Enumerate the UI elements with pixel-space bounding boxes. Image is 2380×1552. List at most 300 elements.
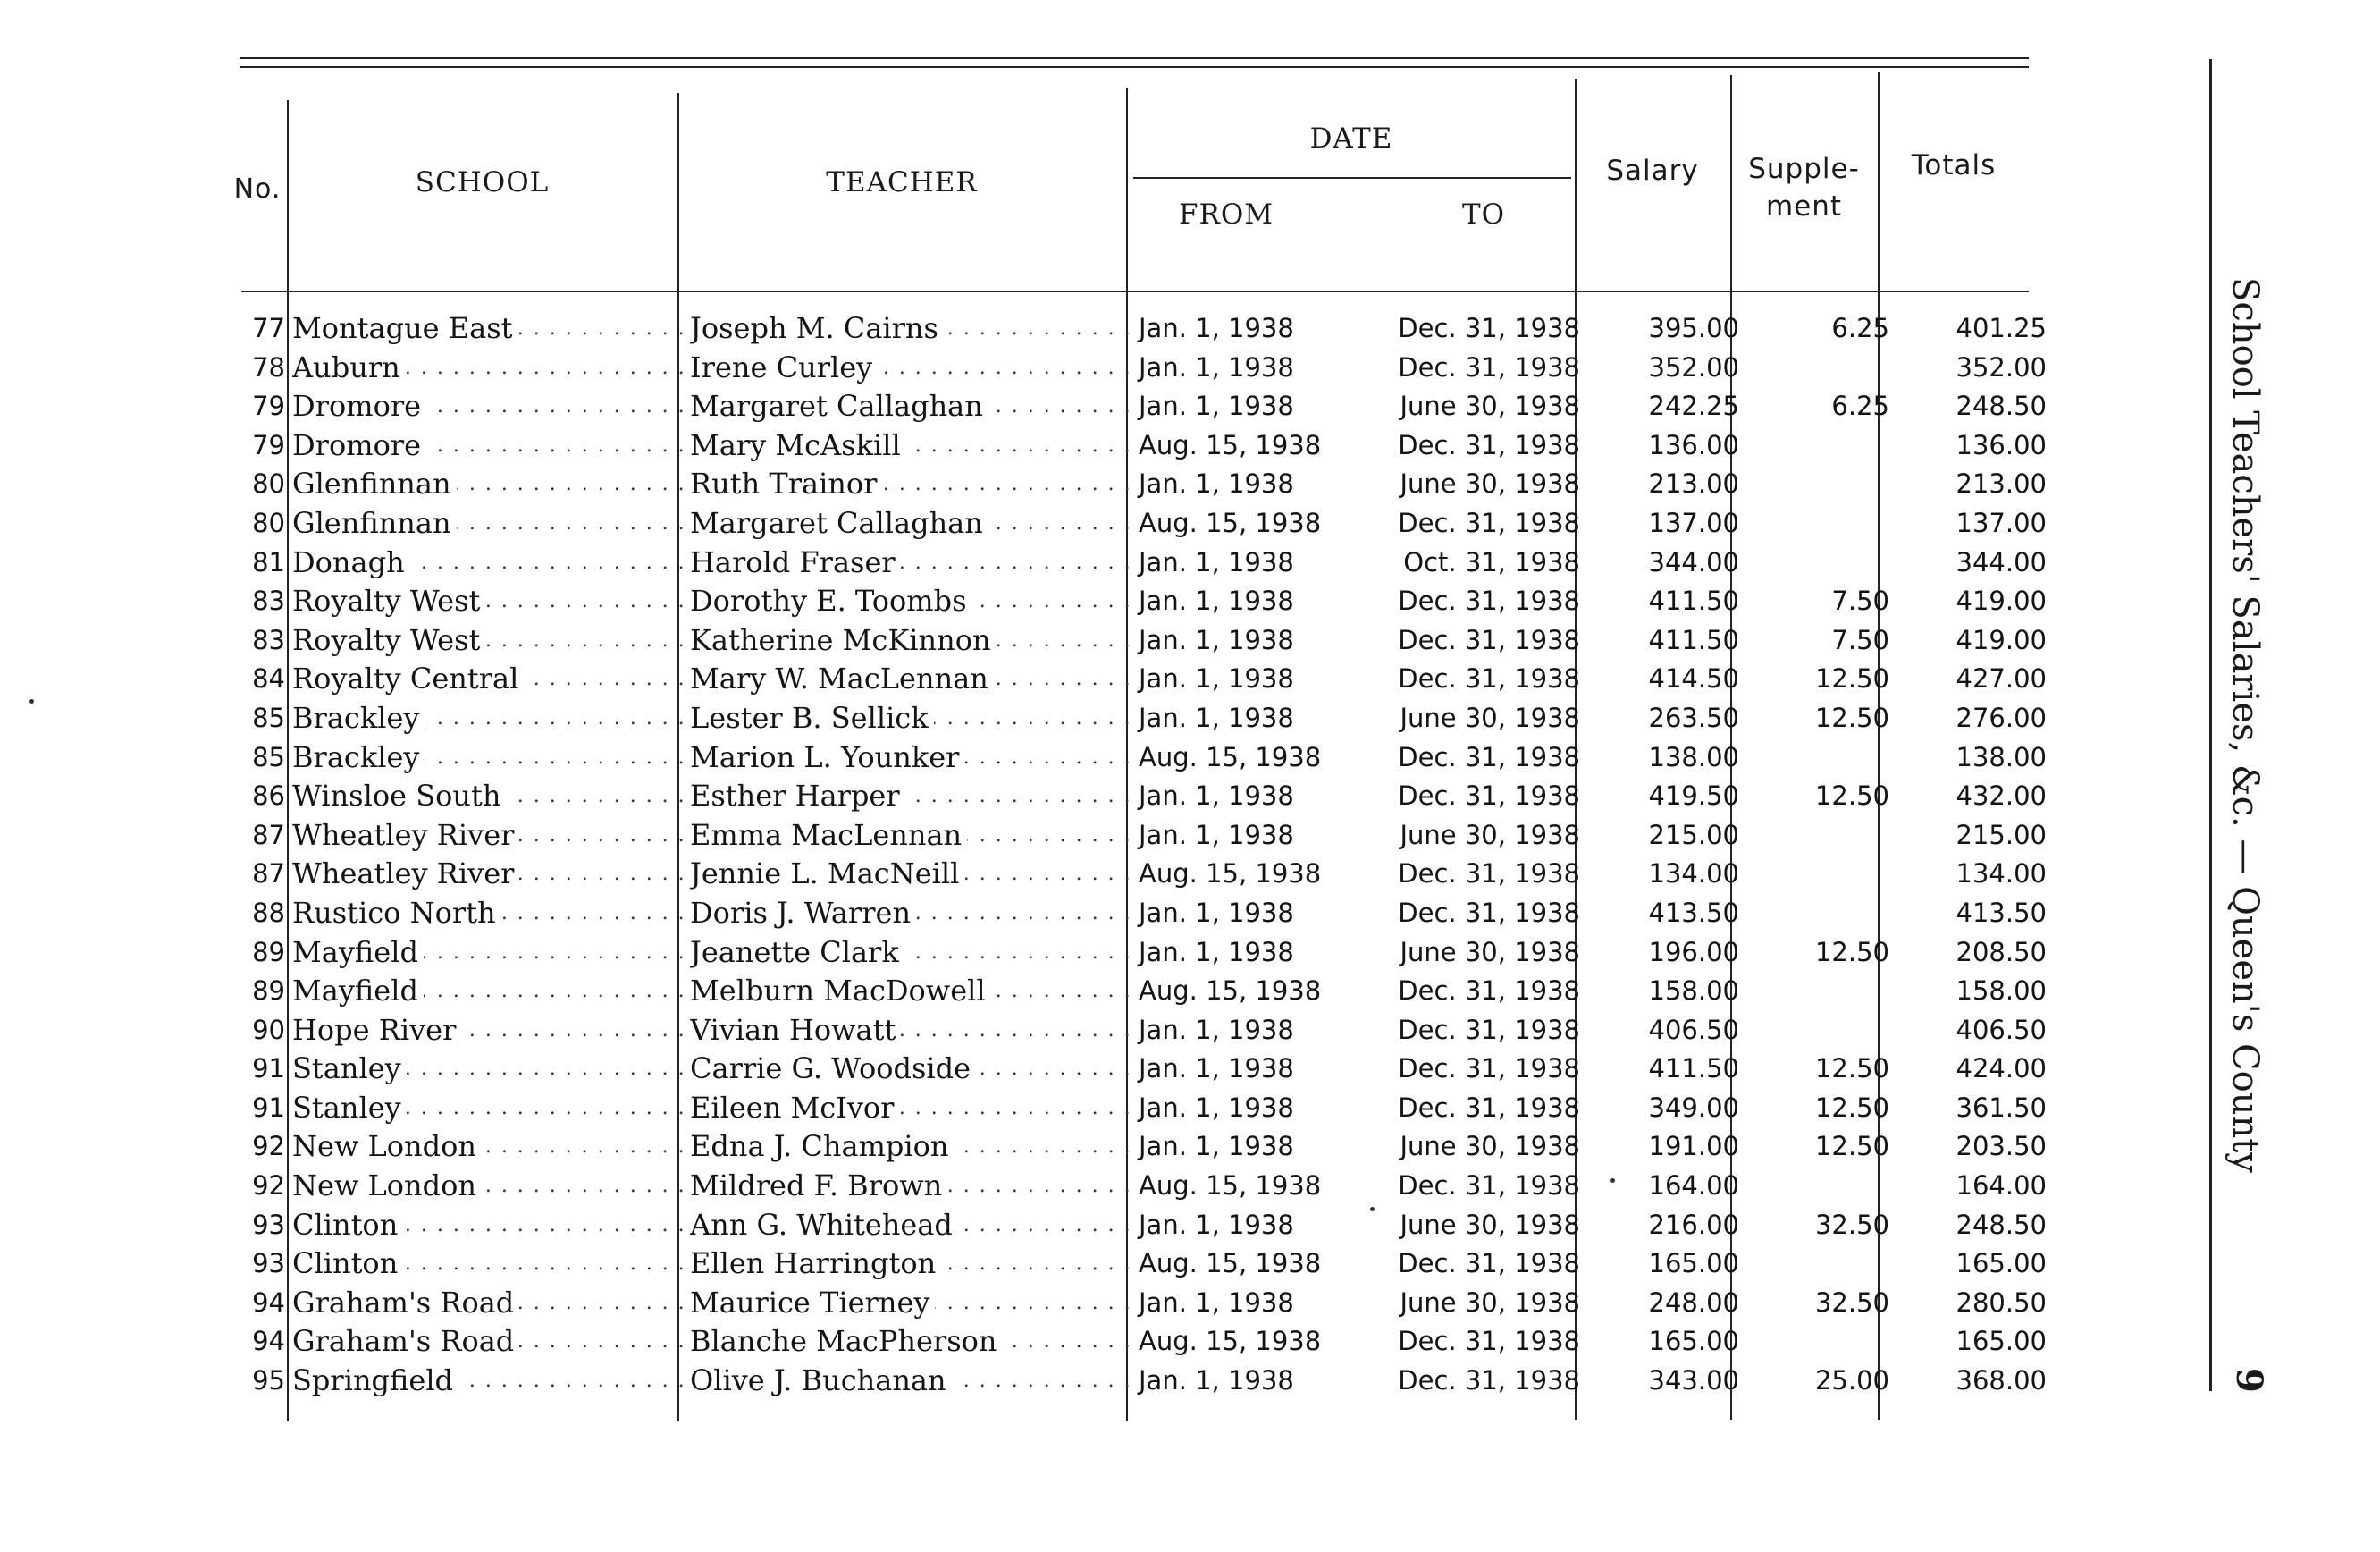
row-teacher-leader bbox=[690, 387, 1131, 426]
row-school bbox=[287, 309, 683, 349]
row-school-leader bbox=[292, 738, 683, 778]
row-school-text: Mayfield bbox=[292, 974, 424, 1008]
row-supplement: 7.50 bbox=[1831, 586, 1889, 617]
row-school bbox=[287, 504, 683, 544]
row-total: 352.00 bbox=[1955, 351, 2047, 383]
row-supplement bbox=[1745, 972, 1895, 1011]
row-date-from: Jan. 1, 1938 bbox=[1139, 702, 1294, 733]
row-supplement: 32.50 bbox=[1814, 1209, 1889, 1240]
row-supplement: 6.25 bbox=[1831, 391, 1889, 422]
row-total: 134.00 bbox=[1955, 858, 2047, 890]
row-teacher-text: Maurice Tierney bbox=[690, 1286, 935, 1320]
table-row bbox=[228, 816, 2052, 856]
row-teacher bbox=[683, 894, 1131, 933]
row-teacher-text: Mary W. MacLennan bbox=[690, 662, 994, 696]
row-date-from: Aug. 15, 1938 bbox=[1139, 1170, 1322, 1202]
row-no: 77 bbox=[252, 313, 285, 343]
row-total: 427.00 bbox=[1955, 663, 2047, 695]
table-row bbox=[228, 349, 2052, 388]
row-salary: 413.50 bbox=[1648, 897, 1739, 928]
row-school-leader bbox=[292, 465, 683, 504]
row-teacher-leader bbox=[690, 309, 1131, 349]
row-school-text: New London bbox=[292, 1168, 482, 1202]
row-total: 419.00 bbox=[1955, 586, 2047, 617]
row-school-leader bbox=[292, 1206, 683, 1245]
row-no: 90 bbox=[252, 1014, 285, 1045]
row-no: 85 bbox=[252, 741, 285, 772]
row-school bbox=[287, 426, 683, 466]
row-school bbox=[287, 582, 683, 621]
row-teacher bbox=[683, 309, 1131, 349]
row-total: 213.00 bbox=[1955, 468, 2047, 500]
row-teacher-text: Carrie G. Woodside bbox=[690, 1051, 976, 1085]
table-row bbox=[228, 660, 2052, 699]
row-date-to: June 30, 1938 bbox=[1400, 702, 1580, 733]
row-school bbox=[287, 621, 683, 661]
row-teacher-text: Margaret Callaghan bbox=[690, 389, 988, 423]
row-date-from: Jan. 1, 1938 bbox=[1139, 1092, 1294, 1123]
row-school-leader bbox=[292, 972, 683, 1011]
header-bottom-rule bbox=[241, 291, 2029, 292]
header-salary: Salary bbox=[1606, 155, 1699, 187]
row-supplement bbox=[1745, 349, 1895, 388]
header-from: FROM bbox=[1178, 198, 1274, 231]
row-no: 80 bbox=[252, 468, 285, 500]
table-row bbox=[228, 738, 2052, 778]
row-teacher-leader bbox=[690, 1050, 1131, 1089]
row-supplement bbox=[1745, 1011, 1895, 1050]
row-total: 406.50 bbox=[1955, 1014, 2047, 1045]
table-row bbox=[228, 972, 2052, 1011]
row-school-text: Hope River bbox=[292, 1013, 461, 1047]
row-date-from: Jan. 1, 1938 bbox=[1139, 663, 1294, 695]
row-no: 85 bbox=[252, 702, 285, 733]
row-date-from: Aug. 15, 1938 bbox=[1139, 975, 1322, 1007]
row-date-from: Aug. 15, 1938 bbox=[1139, 741, 1322, 772]
row-teacher bbox=[683, 582, 1131, 621]
row-teacher bbox=[683, 1011, 1131, 1050]
row-date-to: June 30, 1938 bbox=[1400, 819, 1580, 850]
row-teacher bbox=[683, 972, 1131, 1011]
row-teacher-text: Katherine McKinnon bbox=[690, 623, 997, 657]
row-teacher-text: Marion L. Younker bbox=[690, 740, 964, 774]
row-date-to: Dec. 31, 1938 bbox=[1398, 507, 1580, 538]
row-total: 248.50 bbox=[1955, 391, 2047, 422]
row-salary: 414.50 bbox=[1648, 663, 1739, 695]
table-row bbox=[228, 1089, 2052, 1128]
row-school-leader bbox=[292, 1011, 683, 1050]
row-teacher-text: Harold Fraser bbox=[690, 545, 901, 579]
row-school-text: Graham's Road bbox=[292, 1324, 519, 1358]
row-school-text: Dromore bbox=[292, 389, 426, 423]
row-salary: 158.00 bbox=[1648, 975, 1739, 1007]
row-salary: 138.00 bbox=[1648, 741, 1739, 772]
row-school-text: Donagh bbox=[292, 545, 410, 579]
row-school bbox=[287, 387, 683, 426]
row-date-to: June 30, 1938 bbox=[1400, 391, 1580, 422]
row-school bbox=[287, 1011, 683, 1050]
row-teacher-text: Mary McAskill bbox=[690, 428, 906, 462]
row-total: 138.00 bbox=[1955, 741, 2047, 772]
row-salary: 419.50 bbox=[1648, 780, 1739, 812]
row-date-to: Dec. 31, 1938 bbox=[1398, 1170, 1580, 1202]
row-teacher-leader bbox=[690, 660, 1131, 699]
row-supplement: 12.50 bbox=[1814, 663, 1889, 695]
row-teacher-text: Olive J. Buchanan bbox=[690, 1363, 952, 1397]
row-date-from: Jan. 1, 1938 bbox=[1139, 468, 1294, 500]
row-supplement: 12.50 bbox=[1814, 1131, 1889, 1162]
row-school bbox=[287, 544, 683, 583]
row-teacher bbox=[683, 855, 1131, 894]
row-date-from: Jan. 1, 1938 bbox=[1139, 586, 1294, 617]
print-speck bbox=[1610, 1178, 1615, 1183]
row-supplement bbox=[1745, 426, 1895, 466]
row-teacher-leader bbox=[690, 426, 1131, 466]
row-no: 86 bbox=[252, 780, 285, 812]
row-teacher-leader bbox=[690, 1206, 1131, 1245]
row-school-leader bbox=[292, 1284, 683, 1323]
row-no: 92 bbox=[252, 1131, 285, 1162]
row-no: 84 bbox=[252, 663, 285, 695]
row-teacher-leader bbox=[690, 465, 1131, 504]
row-school-text: Rustico North bbox=[292, 896, 501, 930]
row-school-leader bbox=[292, 544, 683, 583]
row-teacher-leader bbox=[690, 1127, 1131, 1167]
row-school-text: Stanley bbox=[292, 1091, 407, 1125]
row-no: 91 bbox=[252, 1053, 285, 1084]
row-school-leader bbox=[292, 1244, 683, 1284]
row-teacher-text: Emma MacLennan bbox=[690, 818, 967, 852]
table-row bbox=[228, 777, 2052, 816]
row-supplement: 12.50 bbox=[1814, 1053, 1889, 1084]
row-no: 94 bbox=[252, 1286, 285, 1318]
row-date-from: Aug. 15, 1938 bbox=[1139, 1326, 1322, 1357]
row-salary: 248.00 bbox=[1648, 1286, 1739, 1318]
row-teacher-leader bbox=[690, 738, 1131, 778]
row-school-text: Graham's Road bbox=[292, 1286, 519, 1320]
row-school-text: Clinton bbox=[292, 1208, 403, 1242]
row-teacher-leader bbox=[690, 349, 1131, 388]
row-teacher-text: Eileen McIvor bbox=[690, 1091, 899, 1125]
row-school-leader bbox=[292, 777, 683, 816]
row-school bbox=[287, 894, 683, 933]
row-date-to: Dec. 31, 1938 bbox=[1398, 1092, 1580, 1123]
header-supplement-line2: ment bbox=[1765, 190, 1843, 223]
row-school-leader bbox=[292, 1322, 683, 1362]
row-school bbox=[287, 1322, 683, 1362]
date-divider-rule bbox=[1133, 177, 1571, 179]
row-school bbox=[287, 1244, 683, 1284]
salary-table-body bbox=[228, 309, 2052, 1401]
row-teacher bbox=[683, 1089, 1131, 1128]
row-date-from: Jan. 1, 1938 bbox=[1139, 1209, 1294, 1240]
row-date-from: Jan. 1, 1938 bbox=[1139, 1286, 1294, 1318]
row-teacher-leader bbox=[690, 1362, 1131, 1401]
row-total: 344.00 bbox=[1955, 546, 2047, 578]
print-speck bbox=[29, 699, 34, 704]
row-school-text: Winsloe South bbox=[292, 779, 506, 813]
row-total: 413.50 bbox=[1955, 897, 2047, 928]
row-teacher bbox=[683, 933, 1131, 973]
row-school-leader bbox=[292, 1167, 683, 1206]
row-salary: 411.50 bbox=[1648, 1053, 1739, 1084]
row-school bbox=[287, 972, 683, 1011]
row-date-to: Dec. 31, 1938 bbox=[1398, 586, 1580, 617]
row-teacher bbox=[683, 349, 1131, 388]
row-teacher-text: Doris J. Warren bbox=[690, 896, 916, 930]
row-salary: 411.50 bbox=[1648, 624, 1739, 655]
table-row bbox=[228, 855, 2052, 894]
row-no: 93 bbox=[252, 1248, 285, 1279]
row-date-to: June 30, 1938 bbox=[1400, 1131, 1580, 1162]
row-teacher-text: Ann G. Whitehead bbox=[690, 1208, 958, 1242]
row-date-from: Aug. 15, 1938 bbox=[1139, 858, 1322, 890]
row-teacher-leader bbox=[690, 1322, 1131, 1362]
row-teacher-leader bbox=[690, 699, 1131, 738]
row-date-to: Dec. 31, 1938 bbox=[1398, 663, 1580, 695]
row-school bbox=[287, 1206, 683, 1245]
row-teacher-leader bbox=[690, 894, 1131, 933]
row-no: 88 bbox=[252, 897, 285, 928]
row-total: 276.00 bbox=[1955, 702, 2047, 733]
row-teacher bbox=[683, 1167, 1131, 1206]
row-teacher bbox=[683, 777, 1131, 816]
row-salary: 349.00 bbox=[1648, 1092, 1739, 1123]
row-school-leader bbox=[292, 387, 683, 426]
row-total: 136.00 bbox=[1955, 429, 2047, 460]
table-row bbox=[228, 699, 2052, 738]
row-date-to: Dec. 31, 1938 bbox=[1398, 313, 1580, 343]
running-head: School Teachers' Salaries, &c. — Queen's County bbox=[2224, 277, 2266, 1173]
row-no: 83 bbox=[252, 624, 285, 655]
row-teacher-text: Blanche MacPherson bbox=[690, 1324, 1003, 1358]
row-date-to: Dec. 31, 1938 bbox=[1398, 741, 1580, 772]
row-total: 215.00 bbox=[1955, 819, 2047, 850]
row-school bbox=[287, 1050, 683, 1089]
row-school-text: Wheatley River bbox=[292, 818, 519, 852]
row-date-to: Dec. 31, 1938 bbox=[1398, 975, 1580, 1007]
side-rule bbox=[2209, 59, 2212, 1391]
row-teacher-text: Jennie L. MacNeill bbox=[690, 856, 964, 890]
row-teacher-text: Lester B. Sellick bbox=[690, 701, 934, 735]
row-school-text: Stanley bbox=[292, 1051, 407, 1085]
table-row bbox=[228, 1167, 2052, 1206]
row-school bbox=[287, 777, 683, 816]
row-salary: 263.50 bbox=[1648, 702, 1739, 733]
row-no: 78 bbox=[252, 351, 285, 383]
row-salary: 165.00 bbox=[1648, 1326, 1739, 1357]
table-row bbox=[228, 426, 2052, 466]
header-supplement-line1: Supple- bbox=[1748, 153, 1860, 185]
row-teacher bbox=[683, 1050, 1131, 1089]
row-total: 203.50 bbox=[1955, 1131, 2047, 1162]
row-total: 164.00 bbox=[1955, 1170, 2047, 1202]
row-date-from: Jan. 1, 1938 bbox=[1139, 780, 1294, 812]
row-supplement bbox=[1745, 504, 1895, 544]
row-salary: 352.00 bbox=[1648, 351, 1739, 383]
row-date-from: Aug. 15, 1938 bbox=[1139, 429, 1322, 460]
row-teacher-text: Edna J. Champion bbox=[690, 1129, 955, 1163]
print-speck bbox=[1370, 1207, 1375, 1211]
row-school-text: Montague East bbox=[292, 311, 518, 345]
row-teacher-text: Joseph M. Cairns bbox=[690, 311, 944, 345]
row-school-leader bbox=[292, 933, 683, 973]
table-row bbox=[228, 621, 2052, 661]
table-row bbox=[228, 1244, 2052, 1284]
row-teacher bbox=[683, 621, 1131, 661]
row-salary: 191.00 bbox=[1648, 1131, 1739, 1162]
row-school bbox=[287, 1089, 683, 1128]
row-school bbox=[287, 1127, 683, 1167]
row-salary: 411.50 bbox=[1648, 586, 1739, 617]
row-teacher bbox=[683, 816, 1131, 856]
row-salary: 344.00 bbox=[1648, 546, 1739, 578]
row-supplement bbox=[1745, 738, 1895, 778]
row-school-leader bbox=[292, 504, 683, 544]
table-row bbox=[228, 1011, 2052, 1050]
row-date-from: Jan. 1, 1938 bbox=[1139, 351, 1294, 383]
row-school-leader bbox=[292, 582, 683, 621]
row-teacher bbox=[683, 1284, 1131, 1323]
row-total: 208.50 bbox=[1955, 936, 2047, 967]
row-total: 368.00 bbox=[1955, 1365, 2047, 1396]
row-teacher-leader bbox=[690, 1244, 1131, 1284]
row-date-from: Jan. 1, 1938 bbox=[1139, 936, 1294, 967]
row-teacher bbox=[683, 660, 1131, 699]
row-teacher-text: Jeanette Clark bbox=[690, 935, 904, 969]
salary-table bbox=[228, 309, 2052, 1401]
row-date-to: Dec. 31, 1938 bbox=[1398, 1326, 1580, 1357]
row-total: 158.00 bbox=[1955, 975, 2047, 1007]
row-teacher bbox=[683, 699, 1131, 738]
row-supplement: 12.50 bbox=[1814, 1092, 1889, 1123]
row-teacher bbox=[683, 1127, 1131, 1167]
row-school bbox=[287, 933, 683, 973]
row-school-leader bbox=[292, 816, 683, 856]
row-salary: 213.00 bbox=[1648, 468, 1739, 500]
row-school-leader bbox=[292, 894, 683, 933]
row-teacher bbox=[683, 1362, 1131, 1401]
row-date-to: Dec. 31, 1938 bbox=[1398, 1248, 1580, 1279]
page-number: 9 bbox=[2228, 1368, 2270, 1393]
row-teacher-text: Melburn MacDowell bbox=[690, 974, 991, 1008]
row-school-leader bbox=[292, 309, 683, 349]
row-supplement: 12.50 bbox=[1814, 936, 1889, 967]
row-date-from: Aug. 15, 1938 bbox=[1139, 507, 1322, 538]
row-total: 424.00 bbox=[1955, 1053, 2047, 1084]
row-school-leader bbox=[292, 349, 683, 388]
row-teacher-leader bbox=[690, 777, 1131, 816]
row-school bbox=[287, 1362, 683, 1401]
row-total: 419.00 bbox=[1955, 624, 2047, 655]
header-date: DATE bbox=[1309, 122, 1393, 155]
row-school bbox=[287, 660, 683, 699]
row-school-text: New London bbox=[292, 1129, 482, 1163]
row-date-to: Oct. 31, 1938 bbox=[1403, 546, 1580, 578]
row-teacher-leader bbox=[690, 621, 1131, 661]
row-date-from: Jan. 1, 1938 bbox=[1139, 1053, 1294, 1084]
row-salary: 137.00 bbox=[1648, 507, 1739, 538]
row-date-from: Jan. 1, 1938 bbox=[1139, 1131, 1294, 1162]
row-total: 280.50 bbox=[1955, 1286, 2047, 1318]
row-no: 94 bbox=[252, 1326, 285, 1357]
row-school bbox=[287, 699, 683, 738]
row-salary: 406.50 bbox=[1648, 1014, 1739, 1045]
row-school-text: Glenfinnan bbox=[292, 467, 457, 501]
row-teacher bbox=[683, 1206, 1131, 1245]
row-teacher-leader bbox=[690, 1167, 1131, 1206]
row-teacher-leader bbox=[690, 504, 1131, 544]
row-no: 79 bbox=[252, 429, 285, 460]
row-date-to: Dec. 31, 1938 bbox=[1398, 1014, 1580, 1045]
row-salary: 216.00 bbox=[1648, 1209, 1739, 1240]
row-school bbox=[287, 816, 683, 856]
header-totals: Totals bbox=[1911, 149, 1997, 181]
top-rule bbox=[240, 57, 2029, 59]
row-no: 93 bbox=[252, 1209, 285, 1240]
row-teacher-leader bbox=[690, 582, 1131, 621]
row-teacher bbox=[683, 426, 1131, 466]
row-salary: 215.00 bbox=[1648, 819, 1739, 850]
row-teacher-leader bbox=[690, 544, 1131, 583]
row-teacher bbox=[683, 387, 1131, 426]
row-no: 89 bbox=[252, 975, 285, 1007]
row-salary: 164.00 bbox=[1648, 1170, 1739, 1202]
row-school-leader bbox=[292, 1089, 683, 1128]
row-date-to: June 30, 1938 bbox=[1400, 936, 1580, 967]
row-school-text: Mayfield bbox=[292, 935, 424, 969]
row-date-to: Dec. 31, 1938 bbox=[1398, 429, 1580, 460]
row-date-from: Jan. 1, 1938 bbox=[1139, 1365, 1294, 1396]
row-date-to: Dec. 31, 1938 bbox=[1398, 624, 1580, 655]
row-school bbox=[287, 1284, 683, 1323]
row-date-from: Jan. 1, 1938 bbox=[1139, 313, 1294, 343]
row-teacher-text: Ellen Harrington bbox=[690, 1246, 941, 1280]
row-school-text: Springfield bbox=[292, 1363, 458, 1397]
row-school-leader bbox=[292, 1127, 683, 1167]
row-school-text: Royalty West bbox=[292, 623, 485, 657]
row-no: 79 bbox=[252, 391, 285, 422]
row-salary: 136.00 bbox=[1648, 429, 1739, 460]
row-salary: 196.00 bbox=[1648, 936, 1739, 967]
row-teacher-text: Ruth Trainor bbox=[690, 467, 882, 501]
row-total: 137.00 bbox=[1955, 507, 2047, 538]
row-salary: 165.00 bbox=[1648, 1248, 1739, 1279]
row-school-leader bbox=[292, 1050, 683, 1089]
row-supplement: 32.50 bbox=[1814, 1286, 1889, 1318]
row-date-from: Jan. 1, 1938 bbox=[1139, 1014, 1294, 1045]
row-teacher-leader bbox=[690, 816, 1131, 856]
row-total: 165.00 bbox=[1955, 1248, 2047, 1279]
row-date-to: June 30, 1938 bbox=[1400, 1286, 1580, 1318]
table-row bbox=[228, 504, 2052, 544]
top-rule-second bbox=[240, 66, 2029, 68]
row-supplement: 12.50 bbox=[1814, 702, 1889, 733]
row-teacher-leader bbox=[690, 933, 1131, 973]
row-school bbox=[287, 855, 683, 894]
table-row bbox=[228, 465, 2052, 504]
row-no: 91 bbox=[252, 1092, 285, 1123]
row-teacher-text: Mildred F. Brown bbox=[690, 1168, 947, 1202]
row-salary: 134.00 bbox=[1648, 858, 1739, 890]
row-date-to: Dec. 31, 1938 bbox=[1398, 351, 1580, 383]
row-supplement bbox=[1745, 1244, 1895, 1284]
row-date-to: Dec. 31, 1938 bbox=[1398, 1053, 1580, 1084]
row-total: 248.50 bbox=[1955, 1209, 2047, 1240]
row-date-from: Jan. 1, 1938 bbox=[1139, 546, 1294, 578]
row-teacher-text: Esther Harper bbox=[690, 779, 905, 813]
row-teacher bbox=[683, 1322, 1131, 1362]
